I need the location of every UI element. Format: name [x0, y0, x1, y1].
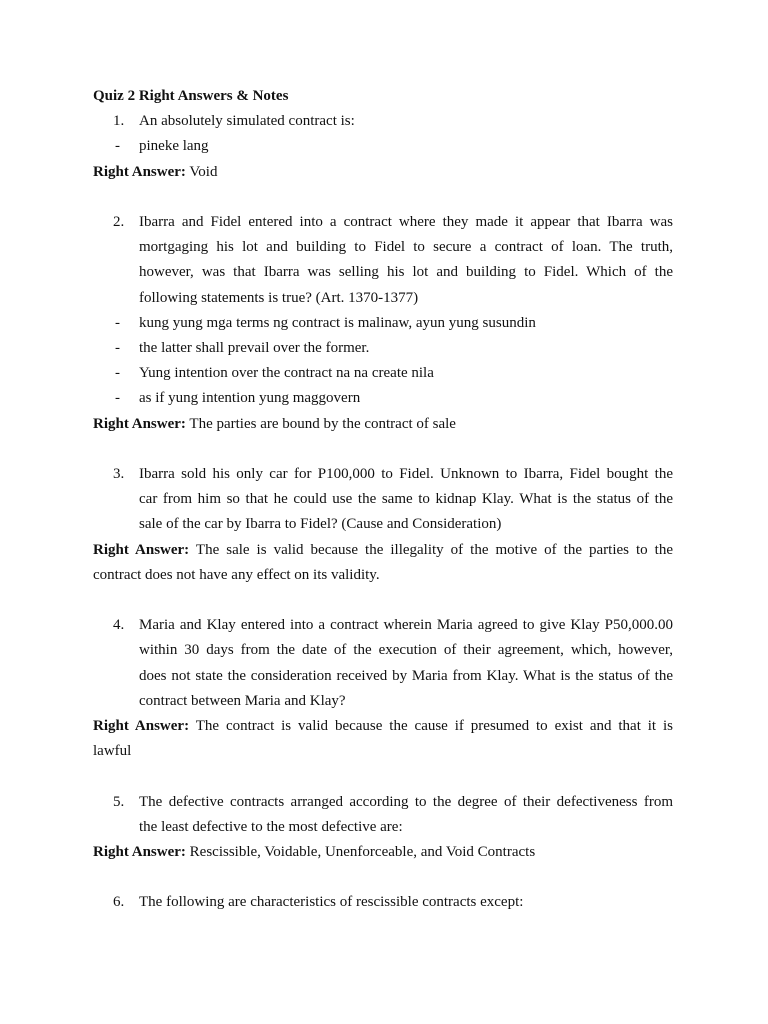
- spacer: [93, 437, 673, 462]
- question-number: 6.: [113, 894, 125, 911]
- question-text-line: [93, 462, 673, 487]
- note-text: pineke lang: [139, 138, 209, 155]
- right-answer-text: The sale is valid because the illegality of the motive of the parties to the: [195, 541, 673, 558]
- right-answer-text: The contract is valid because the cause if presumed to exist and that it is: [195, 718, 674, 735]
- question-text: The defective contracts arranged according to the degree of their defectiveness from: [139, 793, 673, 810]
- question-text: the least defective to the most defective are:: [139, 818, 403, 835]
- question-text-line: [93, 638, 673, 663]
- right-answer-text: The parties are bound by the contract of sale: [189, 415, 456, 432]
- note-text: Yung intention over the contract na na create nila: [139, 365, 434, 382]
- question-text-line: [93, 109, 673, 134]
- document-title: Quiz 2 Right Answers & Notes: [93, 88, 289, 104]
- question-text-line: [93, 790, 673, 815]
- question-text-line: [93, 815, 673, 840]
- spacer: [93, 764, 673, 789]
- spacer: [93, 865, 673, 890]
- question-text: sale of the car by Ibarra to Fidel? (Cause and Consideration): [139, 516, 502, 533]
- question-text-line: [93, 512, 673, 537]
- right-answer-line: [93, 840, 673, 865]
- question-number: 2.: [113, 214, 125, 230]
- question-text: however, was that Ibarra was selling his lot and building to Fidel. Which of the: [139, 264, 673, 281]
- question-text-line: [93, 260, 673, 285]
- question-text: Ibarra and Fidel entered into a contract where they made it appear that Ibarra was: [139, 214, 673, 230]
- right-answer-line: [93, 714, 673, 739]
- note-item: [93, 311, 673, 336]
- note-item: [93, 361, 673, 386]
- question-block: [93, 462, 673, 588]
- question-block: [93, 613, 673, 764]
- question-text-line: [93, 286, 673, 311]
- right-answer-label: Right Answer:: [93, 718, 190, 735]
- spacer: [93, 185, 673, 210]
- question-text: Ibarra sold his only car for P100,000 to Fidel. Unknown to Ibarra, Fidel bought the: [139, 466, 673, 483]
- document-page: [93, 84, 673, 916]
- right-answer-label: Right Answer:: [93, 163, 186, 180]
- question-text-line: [93, 487, 673, 512]
- question-number: 4.: [113, 617, 125, 634]
- dash-bullet-icon: -: [115, 390, 120, 407]
- question-text: mortgaging his lot and building to Fidel to secure a contract of loan. The truth,: [139, 239, 673, 256]
- note-text: kung yung mga terms ng contract is malinaw, ayun yung susundin: [139, 314, 536, 331]
- note-item: [93, 386, 673, 411]
- right-answer-line: [93, 563, 673, 588]
- right-answer-line: [93, 412, 673, 437]
- note-item: [93, 336, 673, 361]
- question-text: within 30 days from the date of the execution of their agreement, which, however,: [139, 642, 673, 659]
- right-answer-label: Right Answer:: [93, 844, 186, 861]
- right-answer-label: Right Answer:: [93, 541, 190, 558]
- note-text: the latter shall prevail over the former.: [139, 340, 370, 357]
- question-block: [93, 109, 673, 185]
- question-text: The following are characteristics of rescissible contracts except:: [139, 894, 524, 911]
- question-text-line: [93, 664, 673, 689]
- question-block: [93, 210, 673, 437]
- note-item: [93, 134, 673, 159]
- question-block: [93, 890, 673, 915]
- spacer: [93, 588, 673, 613]
- right-answer-label: Right Answer:: [93, 415, 186, 432]
- right-answer-text: Void: [189, 163, 218, 180]
- right-answer-text: Rescissible, Voidable, Unenforceable, and Void Contracts: [189, 844, 536, 861]
- dash-bullet-icon: -: [115, 314, 120, 331]
- dash-bullet-icon: -: [115, 365, 120, 382]
- right-answer-line: [93, 538, 673, 563]
- question-number: 3.: [113, 466, 125, 483]
- right-answer-text: lawful: [93, 743, 132, 760]
- dash-bullet-icon: -: [115, 138, 120, 155]
- question-number: 1.: [113, 113, 125, 130]
- question-block: [93, 790, 673, 866]
- question-text-line: [93, 689, 673, 714]
- question-text-line: [93, 210, 673, 235]
- question-list: [93, 109, 673, 915]
- question-text: contract between Maria and Klay?: [139, 692, 346, 709]
- right-answer-text: contract does not have any effect on its validity.: [93, 566, 380, 583]
- question-text: car from him so that he could use the same to kidnap Klay. What is the status of the: [139, 491, 673, 508]
- question-number: 5.: [113, 793, 125, 810]
- question-text-line: [93, 890, 673, 915]
- right-answer-line: [93, 160, 673, 185]
- question-text-line: [93, 613, 673, 638]
- question-text: An absolutely simulated contract is:: [139, 113, 355, 130]
- dash-bullet-icon: -: [115, 340, 120, 357]
- question-text: does not state the consideration received by Maria from Klay. What is the status of the: [139, 667, 673, 684]
- question-text-line: [93, 235, 673, 260]
- question-text: following statements is true? (Art. 1370-1377): [139, 289, 419, 306]
- note-text: as if yung intention yung maggovern: [139, 390, 361, 407]
- right-answer-line: [93, 739, 673, 764]
- question-text: Maria and Klay entered into a contract wherein Maria agreed to give Klay P50,000.00: [139, 617, 673, 634]
